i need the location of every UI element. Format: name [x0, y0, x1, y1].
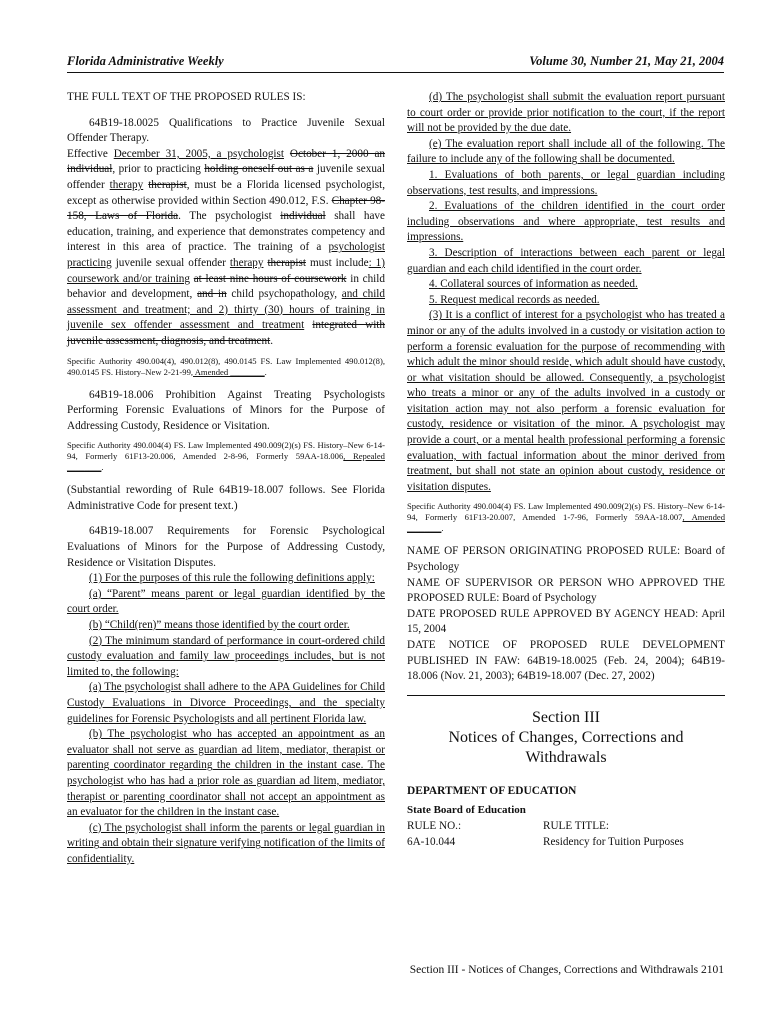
left-column	[67, 90, 385, 868]
rule-007-2b: (b) The psychologist who has accepted an appointment as an evaluator shall not serve as guardian ad litem, mediator, therapist or parenting coordinator regarding the children in the instant case. The psychologist who has had a prior role as guardian ad litem, mediator, therapist or parenting coordinator shall not accept an appointment as an evaluator for the children in the instant case.	[67, 728, 385, 819]
page-footer: Section III - Notices of Changes, Corrections and Withdrawals 2101	[409, 964, 724, 976]
rule-table-row	[407, 835, 725, 851]
rule-007-e3: 3. Description of interactions between each parent or legal guardian and each child identified in the court order.	[407, 246, 725, 275]
section-name: Notices of Changes, Corrections and Withdrawals	[448, 728, 684, 766]
rule-007-e2: 2. Evaluations of the children identified in the court order including observations and where appropriate, test results and impressions.	[407, 200, 725, 244]
rule-007-e1: 1. Evaluations of both parents, or legal guardian including observations, test results, and impressions.	[407, 168, 725, 197]
supervisor: NAME OF SUPERVISOR OR PERSON WHO APPROVED THE PROPOSED RULE: Board of Psychology	[407, 576, 725, 605]
section-rule	[407, 695, 725, 696]
rule-title-0025: 64B19-18.0025 Qualifications to Practice Juvenile Sexual Offender Therapy.	[67, 116, 385, 145]
rule-007-2e: (e) The evaluation report shall include all of the following. The failure to include any of the following shall be documented.	[407, 137, 725, 166]
rule-title-006: 64B19-18.006 Prohibition Against Treating Psychologists Performing Forensic Evaluations of Minors for the Purpose of Addressing Custody, Residence or Visitation.	[67, 388, 385, 432]
rule-007-2a: (a) The psychologist shall adhere to the APA Guidelines for Child Custody Evaluations in Divorce Proceedings, and the specialty guidelines for Forensic Psychologists and all pertinent Florida law.	[67, 681, 385, 725]
rule-title: Residency for Tuition Purposes	[543, 835, 684, 848]
rule-text-0025: Effective December 31, 2005, a psychologist October 1, 2000 an individual, prior to practicing holding oneself out as a juvenile sexual offender therapy therapist, must be a Florida licensed psychologist, except as otherwise provided within Section 490.012, F.S. Chapter 98-158, Laws of Florida. The psychologist individual shall have education, training, and experience that demonstrates competency and interest in this area of practice. The training of a psychologist practicing juvenile sexual offender therapy therapist must include: 1) coursework and/or training at least nine hours of coursework in child behavior and development, and in child psychopathology, and child assessment and treatment; and 2) thirty (30) hours of training in juvenile sex offender assessment and treatment integrated with juvenile assessment, diagnosis, and treatment.	[67, 147, 386, 347]
rule-007-1b: (b) “Child(ren)” means those identified by the court order.	[89, 619, 350, 632]
rule-007-1: (1) For the purposes of this rule the following definitions apply:	[89, 572, 375, 585]
rule-007-2c: (c) The psychologist shall inform the parents or legal guardian in writing and obtain their signature verifying notification of the limits of confidentiality.	[67, 821, 385, 865]
right-column	[407, 90, 725, 850]
board: State Board of Education	[407, 804, 526, 817]
section-number: Section III	[532, 708, 600, 726]
approval-date: DATE PROPOSED RULE APPROVED BY AGENCY HEAD: April 15, 2004	[407, 607, 725, 636]
rule-007-e4: 4. Collateral sources of information as needed.	[429, 278, 638, 291]
section-heading: THE FULL TEXT OF THE PROPOSED RULES IS:	[67, 91, 306, 103]
running-header	[67, 54, 724, 72]
rule-007-2: (2) The minimum standard of performance in court-ordered child custody evaluation and family law proceedings includes, but is not limited to, the following:	[67, 634, 385, 678]
originator: NAME OF PERSON ORIGINATING PROPOSED RULE: Board of Psychology	[407, 545, 725, 574]
rule-table-header	[407, 819, 725, 835]
department: DEPARTMENT OF EDUCATION	[407, 784, 577, 797]
rule-007-e5: 5. Request medical records as needed.	[429, 293, 600, 306]
rule-title-007: 64B19-18.007 Requirements for Forensic Psychological Evaluations of Minors for the Purpose of Addressing Custody, Residence or Visitation Disputes.	[67, 525, 385, 569]
rule-007-3: (3) It is a conflict of interest for a psychologist who has treated a minor or any of the adults involved in a custody or visitation action to perform a forensic evaluation for the purpose of recommending with which adult the minor should reside, which adult should have custody, or what visitation should be allowed. Consequently, a psychologist who treats a minor or any of the adults involved in a custody or visitation action may not also perform a forensic evaluation for custody, residence or visitation of the minor. A psychologist may provide a court, or a mental health professional performing a forensic evaluation, with factual information about the minor derived from treatment, but shall not state an opinion about custody, residence or visitation disputes.	[407, 309, 725, 493]
authority-006: Specific Authority 490.004(4) FS. Law Implemented 490.009(2)(s) FS. History–New 6-14-94, Formerly 61F13-20.006, Amended 2-8-96, Formerly 59AA-18.006, Repealed ________.	[67, 440, 385, 473]
rule-no: 6A-10.044	[407, 835, 456, 848]
issue-info: Volume 30, Number 21, May 21, 2004	[529, 54, 724, 68]
journal-title: Florida Administrative Weekly	[67, 54, 224, 68]
authority-0025: Specific Authority 490.004(4), 490.012(8), 490.0145 FS. Law Implemented 490.012(8), 490.0145 FS. History–New 2-21-99, Amended ________.	[67, 355, 385, 377]
authority-007: Specific Authority 490.004(4) FS. Law Implemented 490.009(2)(s) FS. History–New 6-14-94, Formerly 61F13-20.007, Amended 1-7-96, Formerly 59AA-18.007, Amended ________.	[407, 501, 725, 534]
rewording-note: (Substantial rewording of Rule 64B19-18.007 follows. See Florida Administrative Code for present text.)	[67, 484, 385, 512]
rule-no-label: RULE NO.:	[407, 819, 462, 832]
header-rule	[67, 72, 724, 73]
section-title	[407, 708, 725, 768]
rule-title-label: RULE TITLE:	[543, 819, 609, 832]
notice-date: DATE NOTICE OF PROPOSED RULE DEVELOPMENT PUBLISHED IN FAW: 64B19-18.0025 (Feb. 24, 2004); 64B19-18.006 (Nov. 21, 2003); 64B19-18.007 (Dec. 27, 2002)	[407, 639, 725, 683]
rule-007-1a: (a) “Parent” means parent or legal guardian identified by the court order.	[67, 587, 385, 616]
rule-007-2d: (d) The psychologist shall submit the evaluation report pursuant to court order or provide prior notification to the court, if the report will not be provided by the due date.	[407, 91, 725, 135]
